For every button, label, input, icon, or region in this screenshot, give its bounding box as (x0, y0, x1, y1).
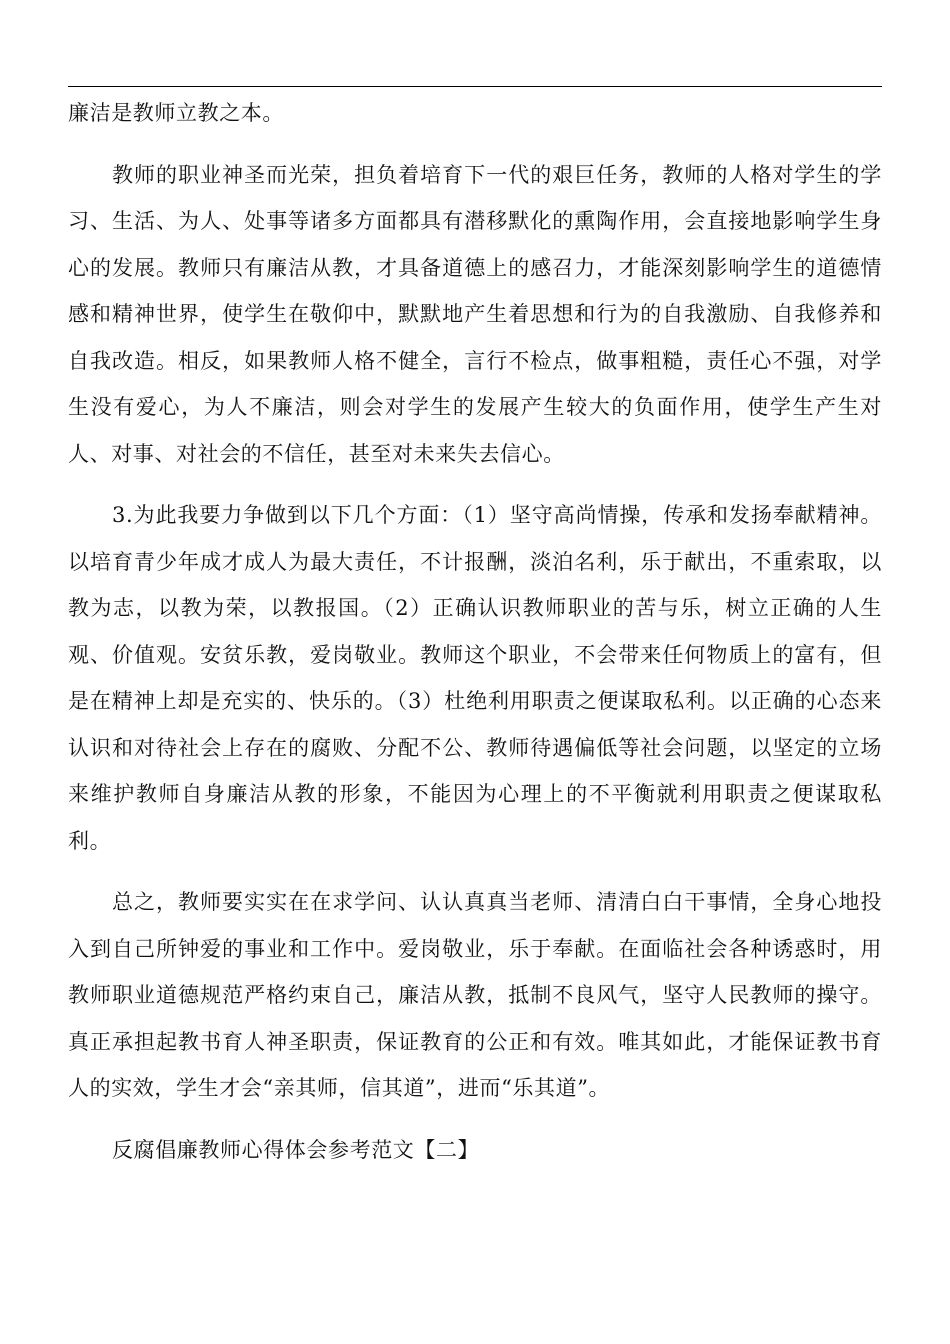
paragraph-conclusion: 总之，教师要实实在在求学问、认认真真当老师、清清白白干事情，全身心地投入到自己所钟爱的事业和工作中。爱岗敬业，乐于奉献。在面临社会各种诱惑时，用教师职业道德规范严格约束自己，廉洁从教，抵制不良风气，坚守人民教师的操守。真正承担起教书育人神圣职责，保证教育的公正和有效。唯其如此，才能保证教书育人的实效，学生才会“亲其师，信其道”，进而“乐其道”。 (68, 890, 882, 1100)
section-heading-sample-two: 反腐倡廉教师心得体会参考范文【二】 (112, 1137, 480, 1162)
paragraph-three-aspects: 3.为此我要力争做到以下几个方面：（1）坚守高尚情操，传承和发扬奉献精神。以培育青少年成才成人为最大责任，不计报酬，淡泊名利，乐于献出，不重索取，以教为志，以教为荣，以教报国。（2）正确认识教师职业的苦与乐，树立正确的人生观、价值观。安贫乐教，爱岗敬业。教师这个职业，不会带来任何物质上的富有，但是在精神上却是充实的、快乐的。（3）杜绝利用职责之便谋取私利。以正确的心态来认识和对待社会上存在的腐败、分配不公、教师待遇偏低等社会问题，以坚定的立场来维护教师自身廉洁从教的形象，不能因为心理上的不平衡就利用职责之便谋取私利。 (68, 503, 882, 853)
document-body (68, 90, 882, 1173)
paragraph-continuation: 廉洁是教师立教之本。 (68, 101, 284, 125)
paragraph-teacher-character: 教师的职业神圣而光荣，担负着培育下一代的艰巨任务，教师的人格对学生的学习、生活、为人、处事等诸多方面都具有潜移默化的熏陶作用，会直接地影响学生身心的发展。教师只有廉洁从教，才具备道德上的感召力，才能深刻影响学生的道德情感和精神世界，使学生在敬仰中，默默地产生着思想和行为的自我激励、自我修养和自我改造。相反，如果教师人格不健全，言行不检点，做事粗糙，责任心不强，对学生没有爱心，为人不廉洁，则会对学生的发展产生较大的负面作用，使学生产生对人、对事、对社会的不信任，甚至对未来失去信心。 (68, 162, 882, 466)
header-rule (68, 86, 882, 87)
